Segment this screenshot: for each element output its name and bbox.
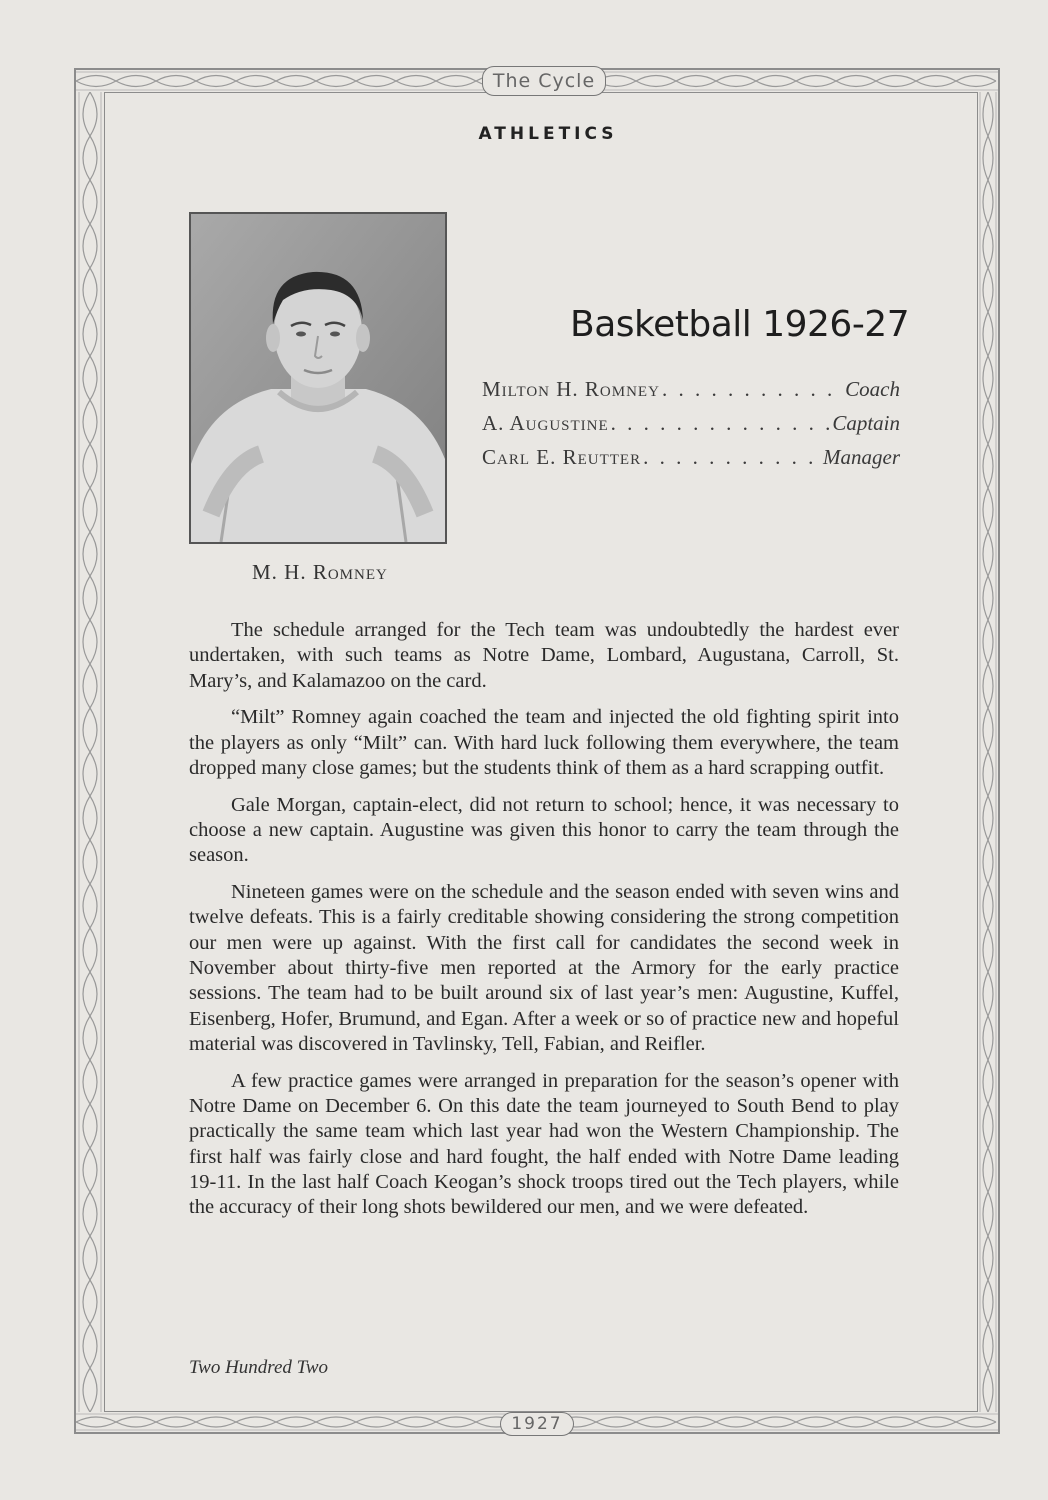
page-number: Two Hundred Two [189,1357,329,1378]
article-body [189,618,899,1232]
masthead-cartouche: The Cycle [482,66,606,96]
leader-dots [662,377,843,402]
section-header: ATHLETICS [478,124,618,144]
leader-dots [643,445,821,470]
border-pattern-left [76,92,104,1412]
staff-name: Carl E. Reutter [482,445,642,469]
paragraph: The schedule arranged for the Tech team was undoubtedly the hardest ever undertaken, with such teams as Notre Dame, Lombard, Augustana, Carroll, St. Mary’s, and Kalamazoo on the card. [189,619,899,692]
staff-role: Manager [823,445,900,469]
year-cartouche: 1927 [500,1412,574,1436]
staff-row-captain [482,411,900,436]
coach-portrait-photo [189,212,447,544]
page-title: Basketball 1926-27 [570,304,910,345]
leader-dots [611,411,831,436]
staff-name: A. Augustine [482,411,609,435]
paragraph: “Milt” Romney again coached the team and injected the old fighting spirit into the players as only “Milt” can. With hard luck following them everywhere, the team dropped many close games; but the students think of them as a hard scrapping outfit. [189,706,899,779]
staff-row-coach [482,377,900,402]
paragraph: Gale Morgan, captain-elect, did not return to school; hence, it was necessary to choose a new captain. Augustine was given this honor to carry the team through the season. [189,793,899,867]
paragraph: Nineteen games were on the schedule and the season ended with seven wins and twelve defeats. This is a fairly creditable showing considering the strong competition our men were up against. With the first call for candidates the second week in November about thirty-five men reported at the Armory for the early practice sessions. The team had to be built around six of last year’s men: Augustine, Kuffel, Eisenberg, Hofer, Brumund, and Egan. After a week or so of practice new and hopeful material was discovered in Tavlinsky, Tell, Fabian, and Reifler. [189,881,899,1055]
border-pattern-right [978,92,998,1412]
paragraph: A few practice games were arranged in preparation for the season’s opener with Notre Dame on December 6. On this date the team journeyed to South Bend to play practically the same team which last year had won the Western Championship. The first half was fairly close and hard fought, the half ended with Notre Dame leading 19-11. In the last half Coach Keogan’s shock troops tired out the Tech players, while the accuracy of their long shots bewildered our men, and we were defeated. [189,1069,899,1219]
portrait-caption: M. H. Romney [252,560,388,584]
staff-role: Coach [845,377,900,401]
staff-name: Milton H. Romney [482,377,660,401]
staff-row-manager [482,445,900,470]
staff-role: Captain [832,411,900,435]
